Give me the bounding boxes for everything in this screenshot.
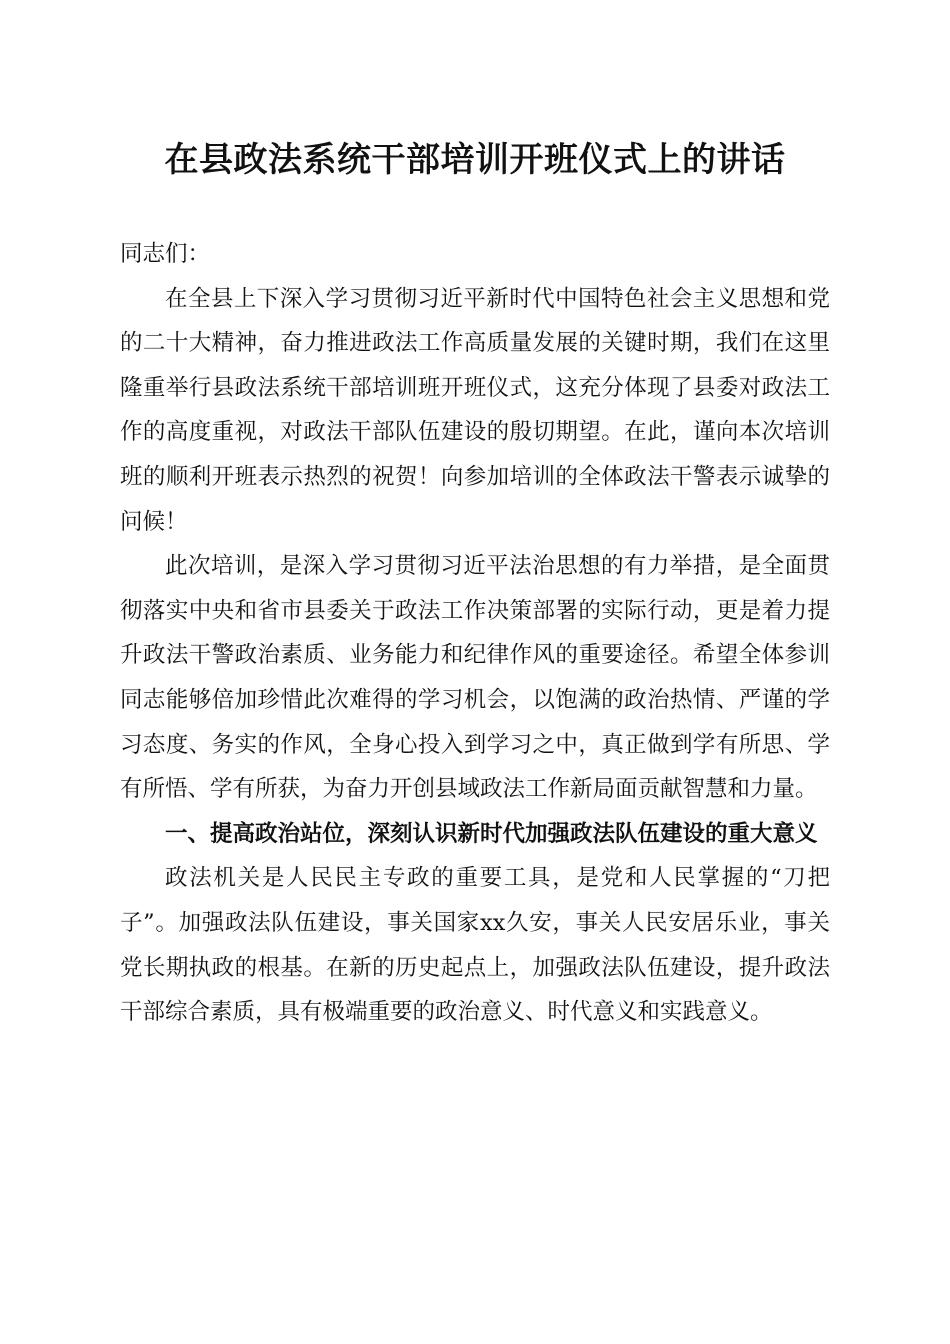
salutation: 同志们： [120, 241, 211, 267]
section-heading: 一、提高政治站位，深刻认识新时代加强政法队伍建设的重大意义 [165, 820, 818, 847]
paragraph-section-one: 政法机关是人民民主专政的重要工具，是党和人民掌握的“刀把子”。加强政法队伍建设，事关国家xx久安，事关人民安居乐业，事关党长期执政的根基。在新的历史起点上，加强政法队伍建设，提升政法干部综合素质，具有极端重要的政治意义、时代意义和实践意义。 [120, 865, 830, 1026]
paragraph-training-purpose: 此次培训，是深入学习贯彻习近平法治思想的有力举措，是全面贯彻落实中央和省市县委关于政法工作决策部署的实际行动，更是着力提升政法干警政治素质、业务能力和纪律作风的重要途径。希望全体参训同志能够倍加珍惜此次难得的学习机会，以饱满的政治热情、严谨的学习态度、务实的作风，全身心投入到学习之中，真正做到学有所思、学有所悟、学有所获，为奋力开创县域政法工作新局面贡献智慧和力量。 [120, 553, 830, 803]
paragraph-opening: 在全县上下深入学习贯彻习近平新时代中国特色社会主义思想和党的二十大精神，奋力推进政法工作高质量发展的关键时期，我们在这里隆重举行县政法系统干部培训班开班仪式，这充分体现了县委对政法工作的高度重视，对政法干部队伍建设的殷切期望。在此，谨向本次培训班的顺利开班表示热烈的祝贺！向参加培训的全体政法干警表示诚挚的问候！ [120, 285, 830, 535]
document-body [120, 232, 830, 1035]
document-title: 在县政法系统干部培训开班仪式上的讲话 [164, 140, 786, 180]
